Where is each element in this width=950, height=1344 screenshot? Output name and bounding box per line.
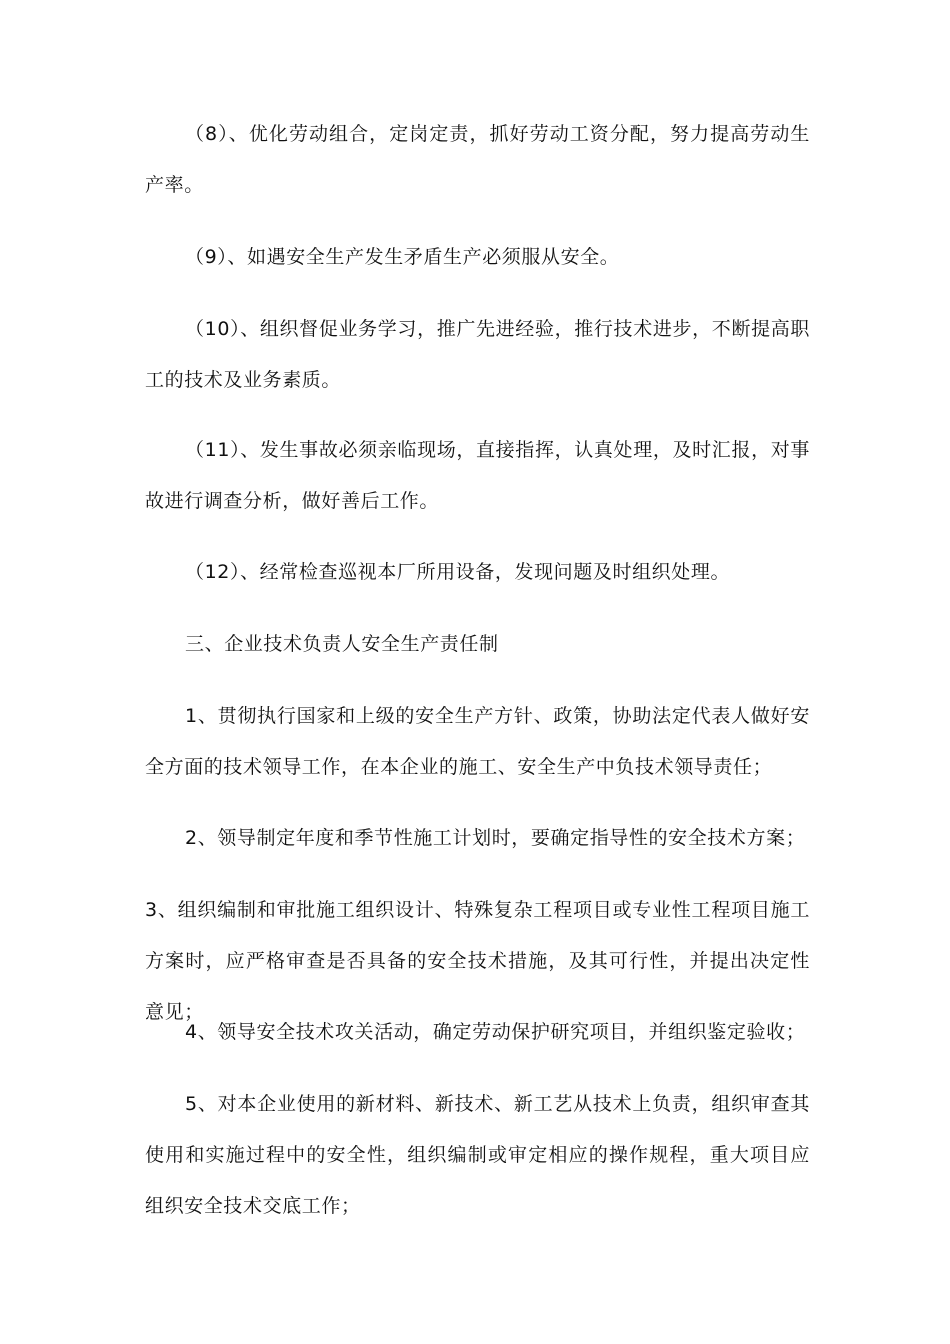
paragraph-clause-1: 1、贯彻执行国家和上级的安全生产方针、政策，协助法定代表人做好安全方面的技术领导工作，在本企业的施工、安全生产中负技术领导责任； bbox=[145, 705, 810, 778]
paragraph-item-10: （10）、组织督促业务学习，推广先进经验，推行技术进步，不断提高职工的技术及业务素质。 bbox=[145, 318, 810, 391]
paragraph-clause-3: 3、组织编制和审批施工组织设计、特殊复杂工程项目或专业性工程项目施工方案时，应严格审查是否具备的安全技术措施，及其可行性，并提出决定性意见； bbox=[145, 899, 810, 1023]
paragraph-item-11: （11）、发生事故必须亲临现场，直接指挥，认真处理，及时汇报，对事故进行调查分析，做好善后工作。 bbox=[145, 439, 810, 512]
paragraph-clause-4: 4、领导安全技术攻关活动，确定劳动保护研究项目，并组织鉴定验收； bbox=[185, 1021, 806, 1043]
paragraph-item-12: （12）、经常检查巡视本厂所用设备，发现问题及时组织处理。 bbox=[185, 561, 731, 583]
section-heading: 三、企业技术负责人安全生产责任制 bbox=[185, 633, 499, 655]
paragraph-item-8: （8）、优化劳动组合，定岗定责，抓好劳动工资分配，努力提高劳动生产率。 bbox=[145, 123, 810, 196]
paragraph-clause-2: 2、领导制定年度和季节性施工计划时，要确定指导性的安全技术方案； bbox=[185, 827, 806, 849]
paragraph-item-9: （9）、如遇安全生产发生矛盾生产必须服从安全。 bbox=[185, 246, 620, 268]
paragraph-clause-5: 5、对本企业使用的新材料、新技术、新工艺从技术上负责，组织审查其使用和实施过程中的安全性，组织编制或审定相应的操作规程，重大项目应组织安全技术交底工作； bbox=[145, 1093, 810, 1217]
